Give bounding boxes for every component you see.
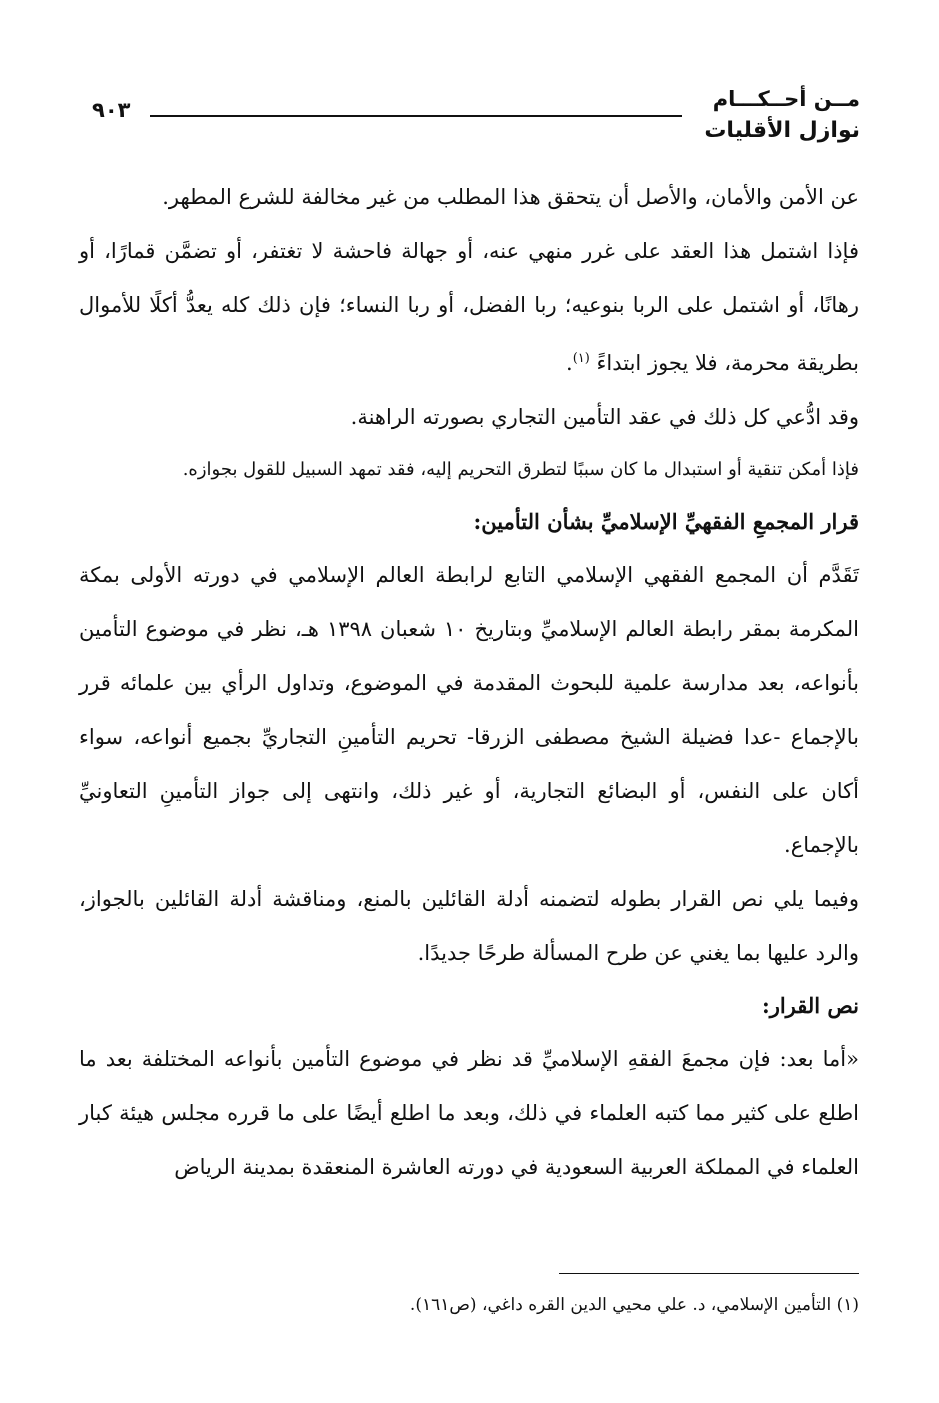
book-title-line2: نوازل الأقليات [704,118,860,143]
paragraph-3: وقد ادُّعي كل ذلك في عقد التأمين التجاري بصورته الراهنة. [350,405,859,429]
section-heading-decision-text: نص القرار: [761,993,859,1018]
section-heading-decision: قرار المجمعِ الفقهيِّ الإسلاميِّ بشأن التأمين: [473,509,859,534]
page-header [92,84,860,154]
footnote-ref-1[interactable]: (١) [572,351,590,366]
header-rule [150,115,682,117]
footnote-rule [559,1273,859,1274]
book-title [704,84,860,148]
paragraph-4: فإذا أمكن تنقية أو استبدال ما كان سببًا لتطرق التحريم إليه، فقد تمهد السبيل للقول بجوازه. [182,459,859,480]
paragraph-7: «أما بعد: فإن مجمعَ الفقهِ الإسلاميِّ قد نظر في موضوع التأمين بأنواعه المختلفة بعد ما اطلع على كثير مما كتبه العلماء في ذلك، وبعد ما اطلع أيضًا على ما قرره مجلس هيئة كبار العلماء في المملكة العربية السعودية في دورته العاشرة المنعقدة بمدينة الرياض [79,1047,859,1179]
book-title-line1: مــن أحــكـــام [712,87,860,111]
paragraph-6: وفيما يلي نص القرار بطوله لتضمنه أدلة القائلين بالمنع، ومناقشة أدلة القائلين بالجواز، والرد عليها بما يغني عن طرح المسألة طرحًا جديدًا. [79,887,859,965]
paragraph-5: تَقَدَّم أن المجمع الفقهي الإسلامي التابع لرابطة العالم الإسلامي في دورته الأولى بمكة المكرمة بمقر رابطة العالم الإسلاميِّ وبتاريخ ١٠ شعبان ١٣٩٨ هـ، نظر في موضوع التأمين بأنواعه، بعد مدارسة علمية للبحوث المقدمة في الموضوع، وتداول الرأي بين علمائه قرر بالإجماع -عدا فضيلة الشيخ مصطفى الزرقا- تحريم التأمينِ التجاريِّ بجميع أنواعه، سواء أكان على النفس، أو البضائع التجارية، أو غير ذلك، وانتهى إلى جواز التأمينِ التعاونيِّ بالإجماع. [79,563,859,857]
body-text [79,170,859,1194]
page-number: ٩٠٣ [92,98,131,122]
paragraph-1: عن الأمن والأمان، والأصل أن يتحقق هذا المطلب من غير مخالفة للشرع المطهر. [162,185,859,209]
footnote-1: (١) التأمين الإسلامي، د. علي محيي الدين القره داغي، (ص١٦١). [409,1295,859,1315]
paragraph-2-text: فإذا اشتمل هذا العقد على غرر منهي عنه، أو جهالة فاحشة لا تغتفر، أو تضمَّن قمارًا، أو رهانًا، أو اشتمل على الربا بنوعيه؛ ربا الفضل، أو ربا النساء؛ فإن ذلك كله يعدُّ أكلًا للأموال بطريقة محرمة، فلا يجوز ابتداءً [79,239,859,375]
paragraph-2 [79,224,859,390]
paragraph-2-end: . [566,351,573,375]
